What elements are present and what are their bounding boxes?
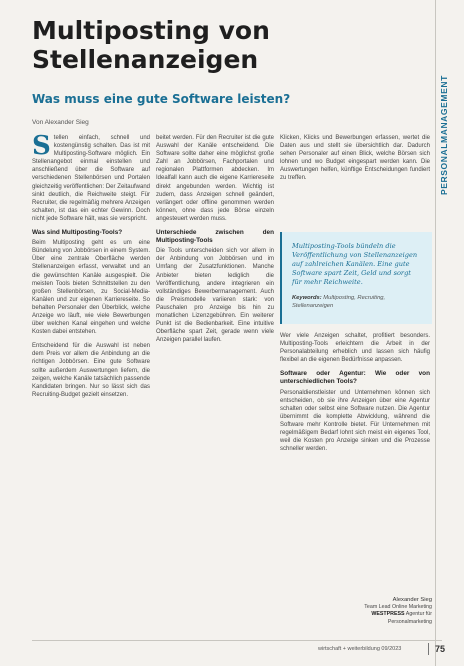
section-heading-differences: Unterschiede zwischen den Multiposting-Tools xyxy=(156,229,274,245)
col3-bottom-body: Personaldienstleister und Unternehmen können sich entscheiden, ob sie ihre Anzeigen über eine Agentur schalten oder selbst eine Software nutzen. Die Agentur übernimmt die komplette Abwicklung, während die Software mehr Kontrolle bietet. Für Unternehmen mit regelmäßigem Bedarf lohnt sich meist ein eigenes Tool, weil die Kosten pro Anzeige sinken und die Prozesse schneller werden. xyxy=(280,389,430,453)
title-line-2: Stellenanzeigen xyxy=(32,45,259,74)
col2-body: beitet werden. Für den Recruiter ist die gute Auswahl der Kanäle entscheidend. Die Software sollte daher eine möglichst große Zahl an Jobbörsen, Fachportalen und regionalen Plattformen abdecken. Im Idealfall kann auch die eigene Karriereseite direkt angebunden werden. Wichtig ist zudem, dass Anzeigen schnell geändert, verlängert oder offline genommen werden können, ohne dass jede Börse einzeln angesteuert werden muss. xyxy=(156,135,274,222)
footer-separator xyxy=(428,643,429,655)
article-subtitle: Was muss eine gute Software leisten? xyxy=(32,92,291,106)
col3-top-body: Klicken, Klicks und Bewerbungen erfassen, wertet die Daten aus und stellt sie übersichtlich dar. Dadurch sehen Personaler auf einen Blick, welche Börsen sich lohnen und wo Budget eingespart werden kann. Die Auswertungen helfen, künftige Entscheidungen fundiert zu treffen. xyxy=(280,135,430,182)
drop-cap: S xyxy=(32,134,51,161)
author-organization-line: Agentur für Personalmarketing xyxy=(387,611,432,625)
pull-quote-box xyxy=(280,232,432,324)
article-title xyxy=(32,16,392,74)
section-sidebar xyxy=(435,0,458,666)
keywords-label: Keywords: xyxy=(292,295,322,301)
page-number: 75 xyxy=(435,644,446,654)
col1-body: Beim Multiposting geht es um eine Bündelung von Jobbörsen in einem System. Über eine zentrale Oberfläche werden Stellenanzeigen erfasst, verwaltet und an die gewünschten Kanäle ausgespielt. Die meisten Tools bieten Schnittstellen zu den großen Stellenbörsen, zu Social-Media-Kanälen und zur eigenen Karriereseite. So behalten Personaler den Überblick, welche Anzeige wo läuft, wie viele Bewerbungen über welchen Kanal eingehen und welche Kosten dabei entstehen. xyxy=(32,240,150,336)
section-label: PERSONALMANAGEMENT xyxy=(439,75,449,195)
col2-body-2: Die Tools unterscheiden sich vor allem in der Anbindung von Jobbörsen und im Umfang der Zusatzfunktionen. Manche Anbieter bieten lediglich die Veröffentlichung, andere integrieren ein vollständiges Bewerbermanagement. Auch die Preismodelle variieren stark: von Pauschalen pro Anzeige bis hin zu monatlichen Lizenzgebühren. Ein weiterer Punkt ist die Bedienbarkeit. Eine intuitive Oberfläche spart Zeit, gerade wenn viele Anzeigen parallel laufen. xyxy=(156,248,274,344)
author-role: Team Lead Online Marketing xyxy=(364,604,432,611)
author-name: Alexander Sieg xyxy=(392,597,432,603)
text-column-2 xyxy=(156,134,274,622)
col1-body-2: Entscheidend für die Auswahl ist neben dem Preis vor allem die Anbindung an die richtigen Jobbörsen. Eine gute Software sollte außerdem Auswertungen liefern, die zeigen, welche Kanäle tatsächlich passende Kandidaten bringen. Nur so lässt sich das Recruiting-Budget gezielt einsetzen. xyxy=(32,343,150,398)
intro-paragraph xyxy=(32,134,150,223)
pull-quote: Multiposting-Tools bündeln die Veröffentlichung von Stellenanzeigen auf zahlreichen Kanälen. Eine gute Software spart Zeit, Geld und sorgt für mehr Reichweite. xyxy=(292,242,418,286)
intro-text: tellen einfach, schnell und kostengünstig schalten. Das ist mit Multiposting-Software möglich. Ein Stellenangebot einmal einstellen und anschließend über die Software auf verschiedenen Stellenbörsen und Portalen gleichzeitig veröffentlichen: Der Zeitaufwand sinkt deutlich, die Reichweite steigt. Für Recruiter, die regelmäßig mehrere Anzeigen schalten, ist das ein echter Gewinn. Doch nicht jede Software hält, was sie verspricht. xyxy=(32,135,150,222)
section-heading-what-are-tools: Was sind Multiposting-Tools? xyxy=(32,229,123,237)
author-box xyxy=(330,597,432,626)
text-column-1 xyxy=(32,134,150,622)
footer-magazine: wirtschaft + weiterbildung 09/2023 xyxy=(318,646,402,652)
section-heading-software-or-agency: Software oder Agentur: Wie oder von unterschiedlichen Tools? xyxy=(280,370,430,386)
text-column-3-bottom xyxy=(280,332,430,542)
byline: Von Alexander Sieg xyxy=(32,119,89,126)
title-line-1: Multiposting von xyxy=(32,16,270,45)
author-organization: WESTPRESS xyxy=(371,611,405,618)
keywords xyxy=(292,295,422,310)
keywords-list: Multiposting, Recruiting, Stellenanzeigen xyxy=(292,295,386,309)
col3-bottom-intro: Wer viele Anzeigen schaltet, profitiert besonders. Multiposting-Tools erleichtern die Arbeit in der Personalabteilung erheblich und lassen sich häufig flexibel an die eigenen Bedürfnisse anpassen. xyxy=(280,333,430,364)
text-column-3-top xyxy=(280,134,430,226)
footer-divider xyxy=(32,640,442,641)
